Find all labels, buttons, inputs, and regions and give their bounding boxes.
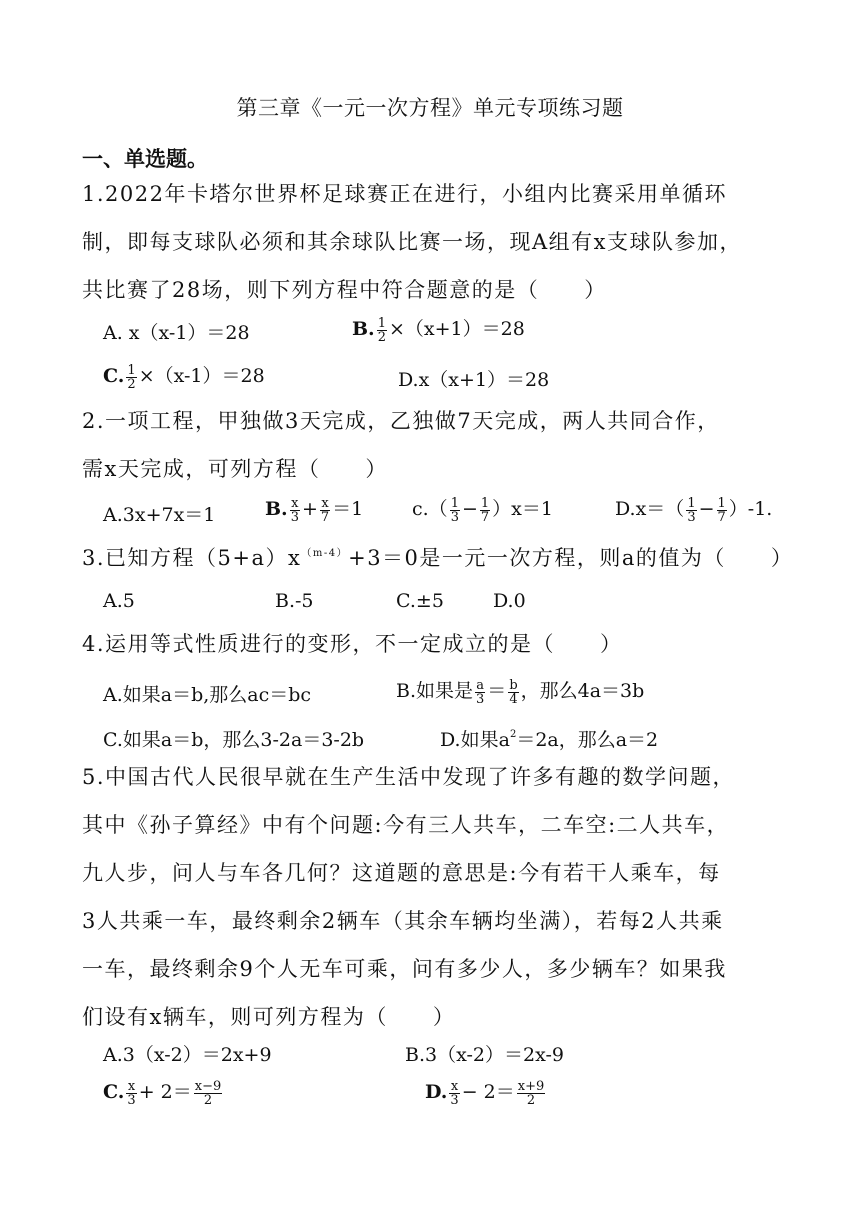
fraction: $\frac{x}{7}$ xyxy=(320,495,330,525)
question-5-option-a: A.3（x-2）＝2x+9 xyxy=(103,1044,272,1066)
question-4-option-d: D.如果$a^2=2a$，那么a＝2 xyxy=(440,729,659,751)
question-4-stem xyxy=(82,620,782,668)
question-1-line-2: 制，即每支球队必须和其余球队比赛一场，现A组有x支球队参加， xyxy=(82,230,743,254)
fraction: $\frac{x}{3}$ xyxy=(450,1078,459,1108)
fraction: $\frac{1}{2}$ xyxy=(127,362,136,392)
question-2-line-1: 2.一项工程，甲独做3天完成，乙独做7天完成，两人共同合作， xyxy=(82,409,720,433)
question-2-stem xyxy=(82,397,782,493)
question-3-option-c: C.±5 xyxy=(396,590,444,612)
question-5-line-6: 们设有x辆车，则可列方程为（ ） xyxy=(82,1005,456,1029)
fraction: $\frac{1}{2}$ xyxy=(377,315,386,345)
question-5-line-2: 其中《孙子算经》中有个问题:今有三人共车，二车空:二人共车， xyxy=(82,813,730,837)
fraction: $\frac{x+9}{2}$ xyxy=(517,1078,545,1108)
question-1-line-3: 共比赛了28场，则下列方程中符合题意的是（ ） xyxy=(82,278,607,302)
question-2-option-c: c.（ $\frac{1}{3}$ − $\frac{1}{7}$ ）x＝1 xyxy=(412,495,553,525)
fraction: $\frac{1}{3}$ xyxy=(687,495,696,525)
fraction: $\frac{x-9}{2}$ xyxy=(194,1078,222,1108)
page-title: 第三章《一元一次方程》单元专项练习题 xyxy=(236,96,624,120)
question-3-option-b: B.-5 xyxy=(275,590,314,612)
question-5-option-d: D. $\frac{x}{3}$ − 2＝ $\frac{x+9}{2}$ xyxy=(425,1078,545,1108)
section-heading: 一、单选题。 xyxy=(82,147,208,171)
question-5-line-4: 3人共乘一车，最终剩余2辆车（其余车辆均坐满），若每2人共乘 xyxy=(82,909,724,933)
question-1-option-b: B. $\frac{1}{2}$ ×（x+1）＝28 xyxy=(352,315,525,345)
fraction: $\frac{x}{3}$ xyxy=(290,495,299,525)
question-5-line-1: 5.中国古代人民很早就在生产生活中发现了许多有趣的数学问题， xyxy=(82,765,736,789)
fraction: $\frac{x}{3}$ xyxy=(127,1078,136,1108)
question-1-option-d: D.x（x+1）＝28 xyxy=(398,369,550,391)
question-5-stem xyxy=(82,753,782,1041)
question-1-stem xyxy=(82,170,782,314)
question-5-option-b: B.3（x-2）＝2x-9 xyxy=(405,1044,564,1066)
question-2-option-d: D.x＝（ $\frac{1}{3}$ − $\frac{1}{7}$ ）-1. xyxy=(615,495,773,525)
fraction: $\frac{1}{7}$ xyxy=(717,495,726,525)
question-5-line-3: 九人步，问人与车各几何？这道题的意思是:今有若干人乘车，每 xyxy=(82,861,721,885)
question-1-line-1: 1.2022年卡塔尔世界杯足球赛正在进行，小组内比赛采用单循环 xyxy=(82,182,727,206)
question-1-option-a: A. x（x-1）＝28 xyxy=(103,322,250,344)
fraction: $\frac{1}{7}$ xyxy=(480,495,490,525)
question-5-option-c: C. $\frac{x}{3}$ + 2＝ $\frac{x-9}{2}$ xyxy=(103,1078,222,1108)
question-2-option-b: B. $\frac{x}{3}$ + $\frac{x}{7}$ ＝1 xyxy=(265,495,364,525)
question-3-stem xyxy=(82,530,802,582)
question-4-option-b: B.如果是 $\frac{a}{3}$ ＝ $\frac{b}{4}$ ，那么4a＝3b xyxy=(396,677,645,707)
question-3-option-a: A.5 xyxy=(103,590,135,612)
question-3-option-d: D.0 xyxy=(493,590,526,612)
fraction: $\frac{b}{4}$ xyxy=(509,677,518,707)
question-2-line-2: 需x天完成，可列方程（ ） xyxy=(82,457,388,481)
question-4-line-1: 4.运用等式性质进行的变形，不一定成立的是（ ） xyxy=(82,632,623,656)
question-4-option-c: C.如果a＝b，那么3-2a＝3-2b xyxy=(103,729,365,751)
fraction: $\frac{a}{3}$ xyxy=(476,677,485,707)
question-2-option-a: A.3x+7x＝1 xyxy=(103,504,216,526)
question-4-option-a: A.如果a＝b,那么ac＝bc xyxy=(103,684,312,706)
question-5-line-5: 一车，最终剩余9个人无车可乘，问有多少人，多少辆车？如果我 xyxy=(82,957,727,981)
question-3-line-1: 3.已知方程$(5+a)x^{(m-4)}+3=0$是一元一次方程，则a的值为（ ） xyxy=(82,546,794,570)
fraction: $\frac{1}{3}$ xyxy=(450,495,459,525)
question-1-option-c: C. $\frac{1}{2}$ ×（x-1）＝28 xyxy=(103,362,265,392)
